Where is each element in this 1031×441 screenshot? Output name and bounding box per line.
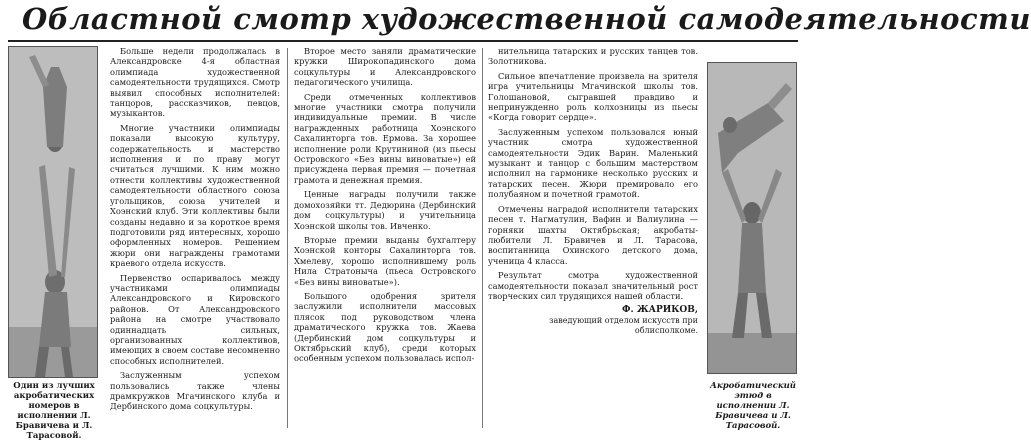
paragraph: Первенство оспаривалось между участниками олимпиады Александровского и Кировского районов. От Александровского района на смотре участвовало одиннадцать сильных, организованных коллективов, имеющих в своем составе несомненно способных исполнителей. [110, 272, 280, 366]
headline-rule [8, 40, 798, 42]
paragraph: Отмечены наградой исполнители татарских песен т. Нагматулин, Вафин и Валиулина — горняки шахты Октябрьская; акробаты-любители Л. Бравичев и Л. Тарасова, воспитанница Охинского детского дома, ученица 4 класса. [488, 203, 698, 266]
acrobats-photo-left [8, 46, 98, 378]
paragraph: Ценные награды получили также домохозяйки тт. Дедюрина (Дербинский дом соцкультуры) и учительница Хоэнской школы тов. Ивченко. [294, 189, 476, 231]
paragraph: Вторые премии выданы бухгалтеру Хоэнской конторы Сахалинторга тов. Хмелеву, хорошо исполнившему роль Нила Стратоныча (пьеса Островского «Без вины виноватые»). [294, 234, 476, 287]
acrobats-photo-right [707, 62, 797, 374]
article-column-3 [488, 46, 698, 430]
paragraph: Заслуженным успехом пользовались также члены драмкружков Мгачинского клуба и Дербинского дома соцкультуры. [110, 370, 280, 412]
author-role: заведующий отделом искусств при облисполкоме. [549, 315, 698, 336]
article-column-2 [294, 46, 476, 430]
acrobats-figure-right [708, 63, 796, 373]
paragraph: нительница татарских и русских танцев тов. Золотникова. [488, 46, 698, 67]
paragraph: Сильное впечатление произвела на зрителя игра учительницы Мгачинской школы тов. Голошановой, сыгравшей правдиво и непринужденно роль колхозницы из пьесы «Когда говорит сердце». [488, 70, 698, 123]
paragraph: Среди отмеченных коллективов многие участники смотра получили индивидуальные премии. В числе награжденных работница Хоэнского Сахалинторга тов. Ермова. За хорошее исполнение роли Крутининой (из пьесы Островского «Без вины виноватые») ей присуждена первая премия — почетная грамота и денежная премия. [294, 91, 476, 185]
paragraph: Заслуженным успехом пользовался юный участник смотра художественной самодеятельности Эдик Варин. Маленький музыкант и танцор с большим мастерством исполнил на гармонике несколько русских и татарских песен. Жюри премировало его полубаяном и почетной грамотой. [488, 126, 698, 200]
headline: Областной смотр художественной самодеятельности [22, 2, 1031, 36]
photo-caption-left: Один из лучших акробатических номеров в исполнении Л. Бравичева и Л. Тарасовой. [13, 381, 95, 441]
paragraph: Второе место заняли драматические кружки Широкопадинского дома соцкультуры и Александровского педагогического училища. [294, 46, 476, 88]
photo-caption-right: Акробатический этюд в исполнении Л. Бравичева и Л. Тарасовой. [710, 381, 796, 431]
author-signature: Ф. ЖАРИКОВ, [622, 305, 698, 316]
paragraph: Больше недели продолжалась в Александровске 4-я областная олимпиада художественной самодеятельности трудящихся. Смотр выявил способных исполнителей: танцоров, рассказчиков, певцов, музыкантов. [110, 46, 280, 119]
column-divider [482, 48, 483, 428]
acrobats-figure-left [9, 47, 97, 377]
paragraph: Многие участники олимпиады показали высокую культуру, содержательность и мастерство исполнения и по праву могут считаться лучшими. К ним можно отнести коллективы художественной самодеятельности областного союза угольщиков, союза учителей и Хоэнский клуб. Эти коллективы были созданы недавно и за короткое время подготовили ряд интересных, хорошо оформленных номеров. Решением жюри они награждены грамотами краевого отдела искусств. [110, 122, 280, 269]
column-divider [287, 48, 288, 428]
article-column-1 [110, 46, 280, 430]
paragraph: Результат смотра художественной самодеятельности показал значительный рост творческих сил трудящихся нашей области. [488, 270, 698, 301]
paragraph: Большого одобрения зрителя заслужили исполнители массовых плясок под руководством члена драматического кружка тов. Жаева (Дербинский дом соцкультуры и Октябрьский клуб), среди которых особенным успехом пользовалась испол- [294, 290, 476, 364]
